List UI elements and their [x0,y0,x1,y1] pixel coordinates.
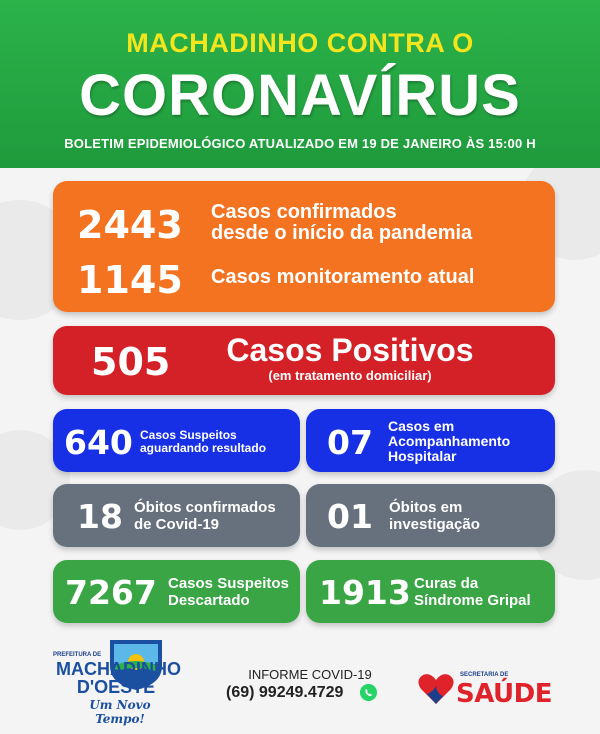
cured-label-line2: Síndrome Gripal [414,592,531,609]
positive-sublabel: (em tratamento domiciliar) [268,368,432,383]
hospital-label-line2: Acompanhamento [388,433,511,449]
monitoring-number: 1145 [77,258,183,302]
heart-logo-icon [417,672,455,706]
positive-label: Casos Positivos [226,332,474,368]
deaths-label-line2: de Covid-19 [134,516,220,533]
cured-label-line1: Curas da [414,575,479,592]
confirmed-label-line1: Casos confirmados [211,201,397,223]
discarded-number: 7267 [65,573,157,612]
cured-cases-card [306,560,555,623]
confirmed-cases-card [53,181,555,312]
positive-number: 505 [91,340,171,384]
header-subtitle: MACHADINHO CONTRA O [126,28,474,58]
suspected-label-line1: Casos Suspeitos [140,428,237,442]
logo-name-line2: D'OESTE [76,677,156,697]
deaths-card [53,484,300,547]
deaths-number: 18 [77,497,123,536]
monitoring-label: Casos monitoramento atual [211,266,475,288]
positive-cases-card [53,326,555,395]
deaths-investigation-card [306,484,555,547]
whatsapp-icon [360,684,377,701]
info-phone: (69) 99249.4729 [226,684,344,701]
logo-slogan: Um Novo Tempo! [89,698,151,726]
health-secretariat-label: SECRETARIA DE [460,672,509,678]
discarded-label-line2: Descartado [168,592,250,609]
deaths-investigation-label-line2: investigação [389,516,480,533]
deaths-investigation-label-line1: Óbitos em [389,499,463,516]
health-logo-text: SAÚDE [456,679,553,709]
hospital-label-line1: Casos em [388,418,455,434]
suspected-number: 640 [64,423,133,462]
deaths-label-line1: Óbitos confirmados [134,499,276,516]
suspected-label-line2: aguardando resultado [140,441,267,455]
info-title: INFORME COVID-19 [248,667,372,682]
header-banner [0,0,600,168]
hospital-label-line3: Hospitalar [388,448,457,464]
logo-name-line1: MACHADINHO [56,659,181,679]
header-title: CORONAVÍRUS [79,63,521,128]
hospital-cases-card [306,409,555,472]
hospital-number: 07 [327,423,373,462]
confirmed-number: 2443 [77,203,183,247]
discarded-label-line1: Casos Suspeitos [168,575,289,592]
logo-name [56,659,181,697]
discarded-cases-card [53,560,300,623]
confirmed-label-line2: desde o início da pandemia [211,222,473,244]
suspected-cases-card [53,409,300,472]
cured-number: 1913 [319,573,411,612]
deaths-investigation-number: 01 [327,497,373,536]
bulletin-date: BOLETIM EPIDEMIOLÓGICO ATUALIZADO EM 19 DE JANEIRO ÀS 15:00 H [64,136,536,151]
logo-prefix: PREFEITURA DE [53,652,102,658]
